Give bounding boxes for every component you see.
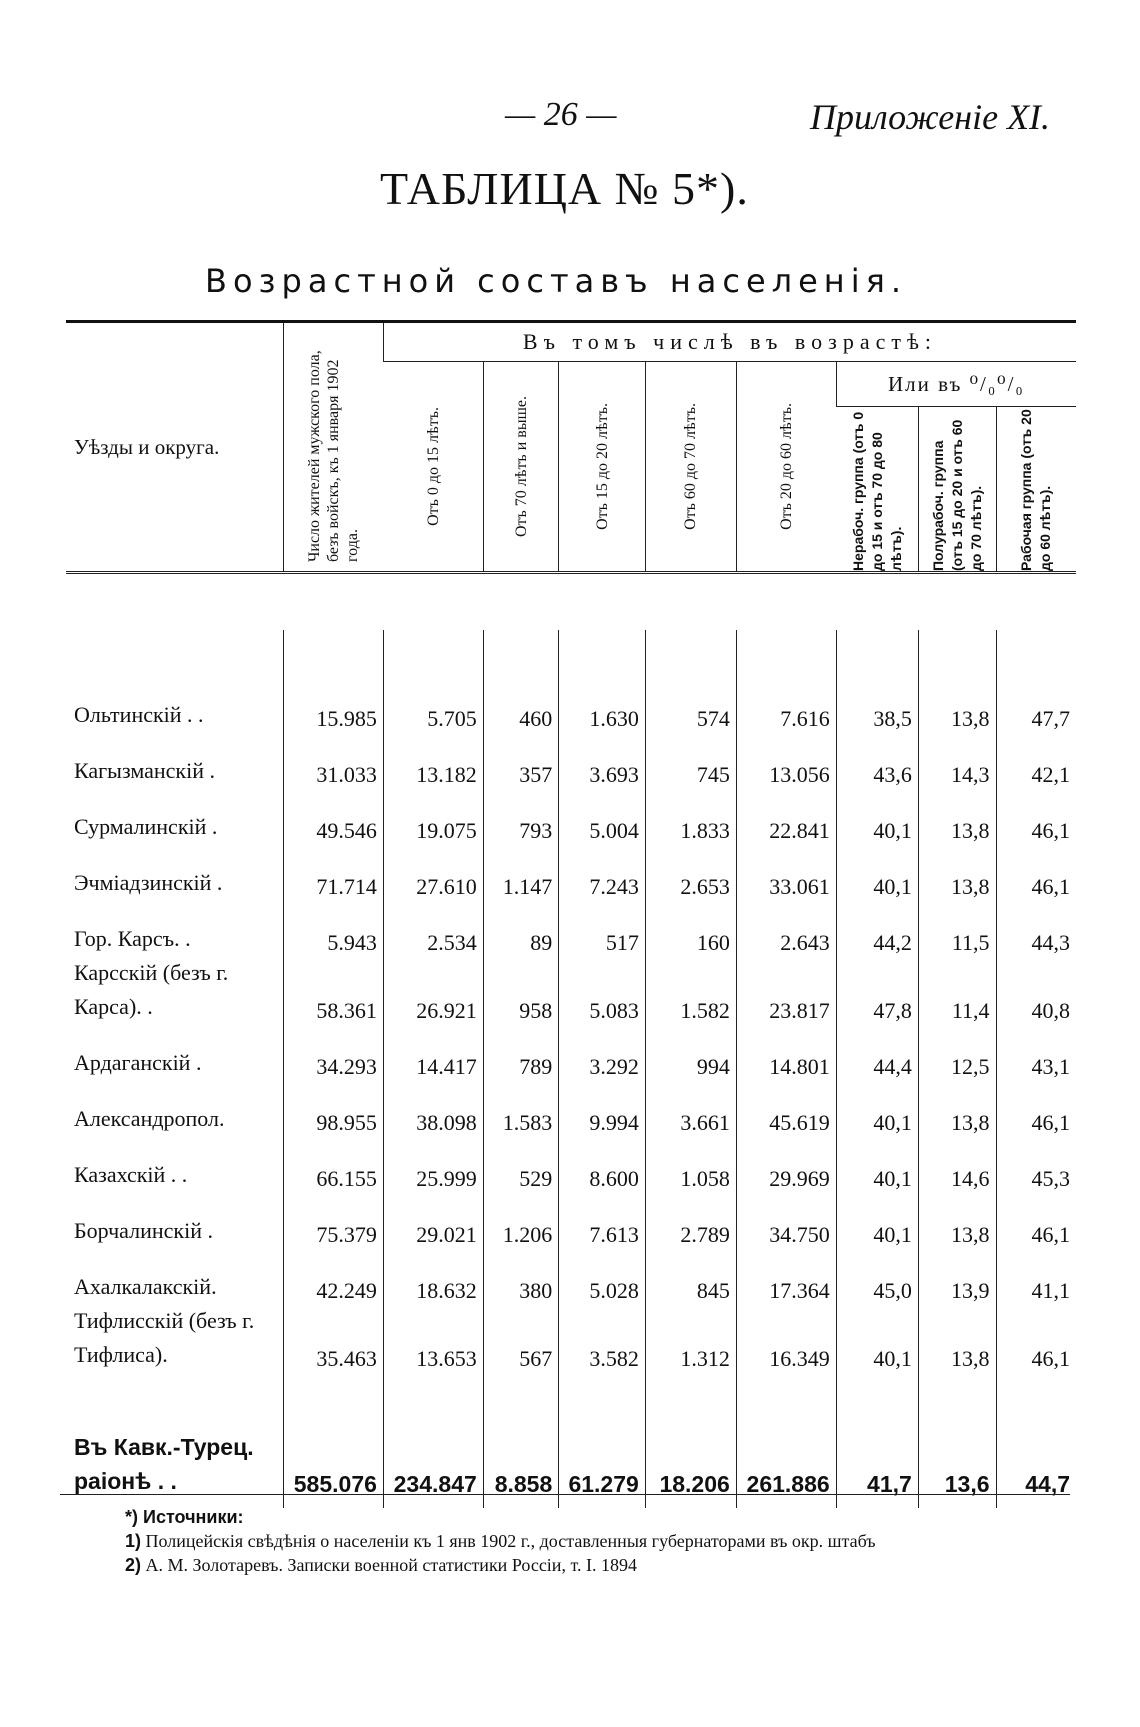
col-header-age-70: Отъ 70 лѣтъ и выше.	[483, 362, 558, 573]
cell-age-60-70: 845	[645, 1248, 736, 1304]
table-row	[66, 1192, 1076, 1248]
table-row	[66, 1136, 1076, 1192]
footnote-2: 2) А. М. Золотаревъ. Записки военной статистики Россіи, т. I. 1894	[125, 1555, 637, 1575]
cell-age-15-20: 8.600	[559, 1136, 646, 1192]
col-header-working: Рабочая группа (отъ 20 до 60 лѣтъ).	[996, 407, 1076, 573]
region-name: Эчміадзинскій .	[74, 870, 223, 895]
table-row	[66, 900, 1076, 956]
region-name: Ардаганскій .	[74, 1050, 202, 1075]
cell-age-60-70: 160	[645, 900, 736, 956]
cell-age-0-15: 5.705	[383, 676, 483, 732]
cell-age-20-60: 7.616	[736, 676, 836, 732]
region-name: Карсскій (безъ г. Карса). .	[74, 960, 229, 1019]
cell-total: 66.155	[284, 1136, 384, 1192]
col-header-age-15-20: Отъ 15 до 20 лѣтъ.	[559, 362, 646, 573]
cell-age-15-20: 61.279	[559, 1418, 646, 1508]
cell-age-20-60: 29.969	[736, 1136, 836, 1192]
footnote-rule	[60, 1494, 1070, 1495]
region-name: Гор. Карсъ. .	[74, 926, 191, 951]
cell-pct-semiworking: 13,6	[918, 1418, 996, 1508]
cell-age-60-70: 1.582	[645, 956, 736, 1024]
cell-age-15-20: 5.028	[559, 1248, 646, 1304]
region-name: Въ Кавк.-Турец. раіонѣ . .	[74, 1434, 254, 1494]
table-row	[66, 788, 1076, 844]
cell-total: 35.463	[284, 1304, 384, 1372]
cell-age-0-15: 18.632	[383, 1248, 483, 1304]
table-row	[66, 676, 1076, 732]
cell-pct-semiworking: 13,8	[918, 844, 996, 900]
region-name: Александропол.	[74, 1106, 225, 1131]
col-header-age-20-60: Отъ 20 до 60 лѣтъ.	[736, 362, 836, 573]
population-table	[66, 320, 1076, 1508]
cell-age-15-20: 3.693	[559, 732, 646, 788]
cell-pct-semiworking: 11,4	[918, 956, 996, 1024]
cell-pct-semiworking: 14,6	[918, 1136, 996, 1192]
cell-pct-nonworking: 40,1	[836, 844, 918, 900]
table-title: ТАБЛИЦА № 5*).	[380, 163, 749, 214]
cell-age-15-20: 3.582	[559, 1304, 646, 1372]
cell-age-20-60: 2.643	[736, 900, 836, 956]
cell-age-0-15: 25.999	[383, 1136, 483, 1192]
cell-total: 15.985	[284, 676, 384, 732]
cell-age-0-15: 234.847	[383, 1418, 483, 1508]
cell-age-0-15: 29.021	[383, 1192, 483, 1248]
cell-total: 75.379	[284, 1192, 384, 1248]
region-name: Кагызманскій .	[74, 758, 215, 783]
cell-age-70: 793	[483, 788, 558, 844]
cell-pct-nonworking: 47,8	[836, 956, 918, 1024]
cell-age-0-15: 26.921	[383, 956, 483, 1024]
cell-age-20-60: 22.841	[736, 788, 836, 844]
cell-age-20-60: 17.364	[736, 1248, 836, 1304]
cell-age-15-20: 7.243	[559, 844, 646, 900]
table-row	[66, 844, 1076, 900]
cell-pct-semiworking: 13,9	[918, 1248, 996, 1304]
cell-age-15-20: 5.004	[559, 788, 646, 844]
cell-age-0-15: 2.534	[383, 900, 483, 956]
region-name: Ольтинскій . .	[74, 702, 204, 727]
cell-pct-nonworking: 44,2	[836, 900, 918, 956]
cell-pct-semiworking: 12,5	[918, 1024, 996, 1080]
cell-age-0-15: 38.098	[383, 1080, 483, 1136]
cell-total: 49.546	[284, 788, 384, 844]
cell-pct-nonworking: 38,5	[836, 676, 918, 732]
cell-age-60-70: 994	[645, 1024, 736, 1080]
cell-pct-semiworking: 13,8	[918, 788, 996, 844]
col-header-age-60-70: Отъ 60 до 70 лѣтъ.	[645, 362, 736, 573]
cell-age-15-20: 9.994	[559, 1080, 646, 1136]
col-header-total: Число жителей мужского пола, безъ войскъ, къ 1 января 1902 года.	[284, 322, 384, 573]
cell-pct-semiworking: 13,8	[918, 1304, 996, 1372]
cell-total: 58.361	[284, 956, 384, 1024]
cell-pct-nonworking: 40,1	[836, 1080, 918, 1136]
cell-pct-semiworking: 13,8	[918, 1192, 996, 1248]
cell-pct-nonworking: 45,0	[836, 1248, 918, 1304]
cell-pct-nonworking: 40,1	[836, 1192, 918, 1248]
cell-age-20-60: 45.619	[736, 1080, 836, 1136]
cell-age-60-70: 1.312	[645, 1304, 736, 1372]
appendix-label: Приложеніе XI.	[810, 97, 1051, 137]
table-subtitle: Возрастной составъ населенія.	[205, 262, 908, 300]
cell-age-15-20: 517	[559, 900, 646, 956]
page-number: — 26 —	[505, 96, 617, 133]
cell-pct-working: 46,1	[996, 1304, 1076, 1372]
cell-age-0-15: 27.610	[383, 844, 483, 900]
cell-age-0-15: 13.653	[383, 1304, 483, 1372]
cell-age-70: 460	[483, 676, 558, 732]
cell-age-60-70: 2.653	[645, 844, 736, 900]
cell-age-0-15: 14.417	[383, 1024, 483, 1080]
band-age: Въ томъ числѣ въ возрастѣ:	[383, 322, 1076, 362]
footnote-title: *) Источники:	[125, 1507, 244, 1527]
cell-age-20-60: 16.349	[736, 1304, 836, 1372]
region-name: Тифлисскій (безъ г. Тифлиса).	[74, 1308, 255, 1367]
cell-total: 585.076	[284, 1418, 384, 1508]
cell-age-70: 1.206	[483, 1192, 558, 1248]
cell-age-60-70: 3.661	[645, 1080, 736, 1136]
cell-age-20-60: 34.750	[736, 1192, 836, 1248]
region-name: Казахскій . .	[74, 1162, 188, 1187]
table-row	[66, 1248, 1076, 1304]
table-row	[66, 1080, 1076, 1136]
cell-age-70: 1.583	[483, 1080, 558, 1136]
footnote-1: 1) Полицейскія свѣдѣнія о населеніи къ 1 янв 1902 г., доставленныя губернаторами въ окр. штабъ	[125, 1531, 876, 1551]
cell-total: 34.293	[284, 1024, 384, 1080]
cell-pct-semiworking: 14,3	[918, 732, 996, 788]
cell-pct-working: 47,7	[996, 676, 1076, 732]
cell-age-15-20: 7.613	[559, 1192, 646, 1248]
cell-age-60-70: 745	[645, 732, 736, 788]
cell-age-15-20: 3.292	[559, 1024, 646, 1080]
cell-age-60-70: 574	[645, 676, 736, 732]
cell-pct-nonworking: 41,7	[836, 1418, 918, 1508]
cell-age-70: 8.858	[483, 1418, 558, 1508]
cell-age-70: 357	[483, 732, 558, 788]
cell-age-60-70: 2.789	[645, 1192, 736, 1248]
region-name: Борчалинскій .	[74, 1218, 213, 1243]
cell-pct-nonworking: 40,1	[836, 788, 918, 844]
cell-pct-working: 40,8	[996, 956, 1076, 1024]
cell-pct-working: 41,1	[996, 1248, 1076, 1304]
cell-total: 31.033	[284, 732, 384, 788]
col-header-region: Уѣзды и округа.	[74, 434, 220, 459]
cell-pct-working: 46,1	[996, 788, 1076, 844]
cell-age-60-70: 1.058	[645, 1136, 736, 1192]
cell-pct-nonworking: 43,6	[836, 732, 918, 788]
cell-age-70: 529	[483, 1136, 558, 1192]
cell-age-20-60: 14.801	[736, 1024, 836, 1080]
cell-age-0-15: 13.182	[383, 732, 483, 788]
cell-total: 71.714	[284, 844, 384, 900]
table-row	[66, 956, 1076, 1024]
region-name: Ахалкалакскій.	[74, 1274, 217, 1299]
cell-age-20-60: 261.886	[736, 1418, 836, 1508]
cell-pct-working: 46,1	[996, 1080, 1076, 1136]
cell-total: 42.249	[284, 1248, 384, 1304]
table-row	[66, 1304, 1076, 1372]
cell-pct-semiworking: 13,8	[918, 1080, 996, 1136]
cell-age-20-60: 13.056	[736, 732, 836, 788]
table-body	[66, 573, 1076, 1509]
cell-pct-working: 46,1	[996, 844, 1076, 900]
cell-total: 98.955	[284, 1080, 384, 1136]
region-name: Сурмалинскій .	[74, 814, 218, 839]
cell-pct-working: 46,1	[996, 1192, 1076, 1248]
band-percent: Или въ ⁰/₀⁰/₀	[836, 362, 1076, 407]
cell-age-70: 89	[483, 900, 558, 956]
cell-pct-nonworking: 40,1	[836, 1136, 918, 1192]
cell-age-0-15: 19.075	[383, 788, 483, 844]
table-row	[66, 732, 1076, 788]
col-header-semiworking: Полурабоч. группа (отъ 15 до 20 и отъ 60 до 70 лѣтъ).	[918, 407, 996, 573]
cell-age-70: 567	[483, 1304, 558, 1372]
cell-age-70: 789	[483, 1024, 558, 1080]
cell-age-20-60: 33.061	[736, 844, 836, 900]
col-header-nonworking: Нерабоч. группа (отъ 0 до 15 и отъ 70 до 80 лѣтъ).	[849, 411, 904, 571]
cell-pct-working: 45,3	[996, 1136, 1076, 1192]
footnotes	[125, 1505, 1055, 1577]
cell-pct-semiworking: 11,5	[918, 900, 996, 956]
cell-age-15-20: 1.630	[559, 676, 646, 732]
cell-pct-semiworking: 13,8	[918, 676, 996, 732]
cell-pct-nonworking: 44,4	[836, 1024, 918, 1080]
cell-age-70: 380	[483, 1248, 558, 1304]
cell-age-70: 1.147	[483, 844, 558, 900]
cell-total: 5.943	[284, 900, 384, 956]
cell-pct-working: 44,3	[996, 900, 1076, 956]
col-header-age-0-15: Отъ 0 до 15 лѣтъ.	[424, 407, 442, 526]
cell-age-20-60: 23.817	[736, 956, 836, 1024]
cell-age-70: 958	[483, 956, 558, 1024]
cell-age-60-70: 18.206	[645, 1418, 736, 1508]
cell-age-60-70: 1.833	[645, 788, 736, 844]
cell-pct-working: 42,1	[996, 732, 1076, 788]
cell-age-15-20: 5.083	[559, 956, 646, 1024]
cell-pct-working: 43,1	[996, 1024, 1076, 1080]
cell-pct-nonworking: 40,1	[836, 1304, 918, 1372]
table-row	[66, 1024, 1076, 1080]
cell-pct-working: 44,7	[996, 1418, 1076, 1508]
